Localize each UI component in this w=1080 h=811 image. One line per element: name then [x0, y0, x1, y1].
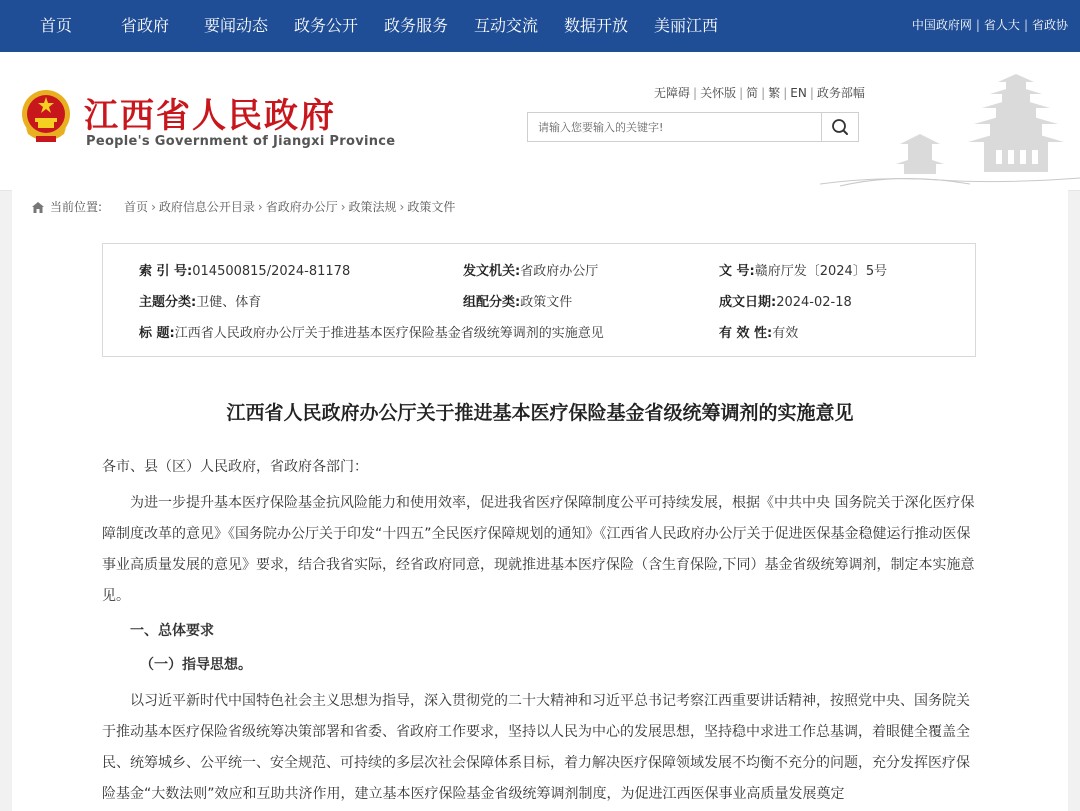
meta-key: 发文机关: [463, 264, 521, 279]
meta-key: 标 题: [139, 326, 175, 341]
nav-item-interaction[interactable]: 互动交流 [474, 16, 539, 35]
top-nav [0, 0, 1080, 52]
nav-item-home[interactable]: 首页 [40, 16, 73, 35]
salutation: 各市、县（区）人民政府，省政府各部门： [102, 459, 368, 475]
subsection-heading: （一）指导思想。 [140, 657, 252, 673]
nav-item-open-data[interactable]: 数据开放 [564, 16, 629, 35]
link-simplified[interactable]: 简 [746, 86, 759, 100]
meta-index [139, 260, 350, 279]
breadcrumb [32, 198, 455, 215]
meta-key: 主题分类: [139, 295, 197, 310]
meta-value: 江西省人民政府办公厅关于推进基本医疗保险基金省级统筹调剂的实施意见 [174, 326, 604, 341]
nav-item-provincial-gov[interactable]: 省政府 [121, 16, 170, 35]
meta-validity [719, 322, 798, 341]
meta-value: 省政府办公厅 [520, 264, 599, 279]
document-title: 江西省人民政府办公厅关于推进基本医疗保险基金省级统筹调剂的实施意见 [226, 402, 854, 424]
nav-item-gov-services[interactable]: 政务服务 [384, 16, 449, 35]
breadcrumb-label: 当前位置: [50, 200, 103, 214]
site-subtitle: People's Government of Jiangxi Province [86, 134, 396, 149]
meta-key: 成文日期: [719, 295, 777, 310]
paragraph: 以习近平新时代中国特色社会主义思想为指导，深入贯彻党的二十大精神和习近平总书记考察江西重要讲话精神，按照党中央、国务院关于推动基本医疗保险省级统筹决策部署和省委、省政府工作要求，坚持以人民为中心的发展思想，坚持稳中求进工作总基调，着眼健全覆盖全民、统筹城乡、公平统一、安全规范、可持续的多层次社会保障体系目标，着力解决医疗保障领域发展不均衡不充分的问题，充分发挥医疗保险基金“大数法则”效应和互助共济作用，建立基本医疗保险基金省级统筹调剂制度，为促进江西医保事业高质量发展奠定 [102, 693, 970, 802]
crumb-home[interactable]: 首页 [124, 200, 149, 214]
meta-row [103, 322, 975, 342]
crumb-general-office[interactable]: 省政府办公厅 [265, 200, 338, 214]
nav-item-news[interactable]: 要闻动态 [204, 16, 269, 35]
meta-row [103, 260, 975, 280]
crumb-policies[interactable]: 政策法规 [348, 200, 397, 214]
site-title[interactable]: 江西省人民政府 [84, 96, 336, 136]
meta-key: 组配分类: [463, 295, 521, 310]
meta-topic [139, 291, 261, 310]
chevron-right-icon: › [340, 200, 346, 214]
meta-issuer [463, 260, 598, 279]
link-provincial-congress[interactable]: 省人大 [983, 18, 1020, 32]
meta-value: 政策文件 [520, 295, 573, 310]
meta-key: 有 效 性: [719, 326, 773, 341]
chevron-right-icon: › [257, 200, 263, 214]
national-emblem-icon [20, 88, 72, 144]
meta-key: 文 号: [719, 264, 755, 279]
utility-links: 无障碍 | 关怀版 | 简 | 繁 | EN | 政务部幅 [654, 86, 865, 100]
chevron-right-icon: › [399, 200, 405, 214]
meta-value: 014500815/2024-81178 [192, 264, 351, 279]
crumb-policy-docs[interactable]: 政策文件 [407, 200, 456, 214]
meta-title [139, 322, 604, 341]
crumb-info-directory[interactable]: 政府信息公开目录 [158, 200, 255, 214]
search-box [527, 112, 859, 142]
meta-key: 索 引 号: [139, 264, 193, 279]
link-china-gov[interactable]: 中国政府网 [911, 18, 972, 32]
meta-row [103, 291, 975, 311]
section-heading: 一、总体要求 [130, 623, 214, 639]
link-accessibility[interactable]: 无障碍 [654, 86, 691, 100]
content-panel [12, 190, 1068, 811]
link-english[interactable]: EN [790, 86, 807, 100]
meta-value: 赣府厅发〔2024〕5号 [754, 264, 888, 279]
document-meta-table [102, 243, 976, 357]
search-input[interactable] [528, 113, 822, 141]
meta-category [463, 291, 572, 310]
meta-value: 有效 [772, 326, 799, 341]
meta-date [719, 291, 852, 310]
meta-value: 卫健、体育 [196, 295, 262, 310]
link-gov-weibo[interactable]: 政务部幅 [816, 86, 865, 100]
link-care-mode[interactable]: 关怀版 [700, 86, 737, 100]
home-icon [32, 202, 44, 213]
nav-item-beautiful-jiangxi[interactable]: 美丽江西 [654, 16, 719, 35]
external-links: 中国政府网 | 省人大 | 省政协 [911, 18, 1068, 32]
paragraph: 为进一步提升基本医疗保险基金抗风险能力和使用效率，促进我省医疗保障制度公平可持续发展，根据《中共中央 国务院关于深化医疗保障制度改革的意见》《国务院办公厅关于印发“十四五”全民医疗保障规划的通知》《江西省人民政府办公厅关于促进医保基金稳健运行推动医保事业高质量发展的意见》要求，结合我省实际，经省政府同意，现就推进基本医疗保险（含生育保险,下同）基金省级统筹调剂，制定本实施意见。 [102, 495, 975, 604]
chevron-right-icon: › [151, 200, 156, 214]
nav-item-gov-affairs-open[interactable]: 政务公开 [294, 16, 359, 35]
pavilion-skyline-icon [820, 72, 1080, 190]
link-provincial-cppcc[interactable]: 省政协 [1031, 18, 1068, 32]
meta-value: 2024-02-18 [776, 295, 852, 310]
meta-docno [719, 260, 887, 279]
site-header [0, 52, 1080, 191]
link-traditional[interactable]: 繁 [768, 86, 781, 100]
